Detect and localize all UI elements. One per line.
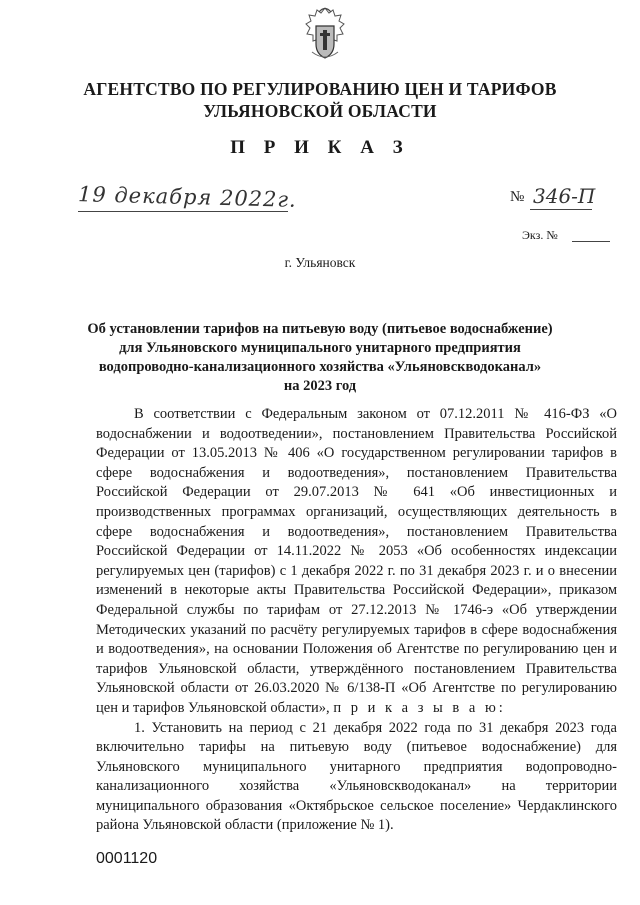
copy-number-label: Экз. № — [522, 228, 558, 242]
copy-number-blank — [572, 241, 610, 242]
clause-1-paragraph: 1. Установить на период с 21 декабря 2022 года по 31 декабря 2023 года включительно тарифы на питьевую воду (питьевое водоснабжение) для Ульяновского муниципального унитарного предприятия водопроводно-канализационного хозяйства «Ульяновскводоканал» на территории муниципального образования «Октябрьское сельское поселение» Чердаклинского района Ульяновской области (приложение № 1). — [96, 719, 617, 834]
order-body — [96, 405, 617, 836]
number-underline — [530, 209, 592, 210]
document-type-title: П Р И К А З — [230, 137, 410, 158]
order-subject — [70, 320, 570, 396]
form-serial-number: 0001120 — [96, 850, 158, 867]
subject-line3: водопроводно-канализационного хозяйства «Ульяновскводоканал» — [98, 359, 542, 375]
subject-line4: на 2023 год — [283, 378, 357, 394]
number-label: № — [510, 189, 525, 205]
handwritten-date: 19 декабря 2022г. — [77, 182, 298, 212]
preamble-text: В соответствии с Федеральным законом от 07.12.2011 № 416-ФЗ «О водоснабжении и водоотведении», постановлением Правительства Российской Федерации от 13.05.2013 № 406 «О государственном регулировании тарифов в сфере водоснабжения и водоотведения», постановлением Правительства Российской Федерации от 29.07.2013 № 641 «Об инвестиционных и производственных программах организаций, осуществляющих деятельность в сфере водоснабжения и водоотведения», постановлением Правительства Российской Федерации от 14.11.2022 № 2053 «Об особенностях индексации регулируемых цен (тарифов) с 1 декабря 2022 г. по 31 декабря 2023 г. и о внесении изменений в некоторые акты Правительства Российской Федерации», приказом Федеральной службы по тарифам от 27.12.2013 № 1746-э «Об утверждении Методических указаний по расчёту регулируемых тарифов в сфере водоснабжения и водоотведения», на основании Положения об Агентстве по регулированию цен и тарифов Ульяновской области, утверждённого постановлением Правительства Ульяновской области от 26.03.2020 № 6/138-П «Об Агентстве по регулированию цен и тарифов Ульяновской области», — [96, 406, 617, 716]
organization-name — [40, 78, 600, 122]
subject-line2: для Ульяновского муниципального унитарного предприятия — [119, 340, 521, 356]
city-line: г. Ульяновск — [284, 255, 356, 270]
handwritten-number: 346-П — [533, 184, 596, 208]
organization-name-line2: УЛЬЯНОВСКОЙ ОБЛАСТИ — [203, 101, 437, 121]
order-word: п р и к а з ы в а ю: — [333, 699, 506, 716]
preamble-paragraph — [96, 405, 617, 719]
ulyanovsk-coat-of-arms-icon — [303, 6, 347, 64]
date-underline — [78, 211, 288, 212]
organization-name-line1: АГЕНТСТВО ПО РЕГУЛИРОВАНИЮ ЦЕН И ТАРИФОВ — [83, 79, 557, 99]
subject-line1: Об установлении тарифов на питьевую воду (питьевое водоснабжение) — [87, 321, 553, 337]
